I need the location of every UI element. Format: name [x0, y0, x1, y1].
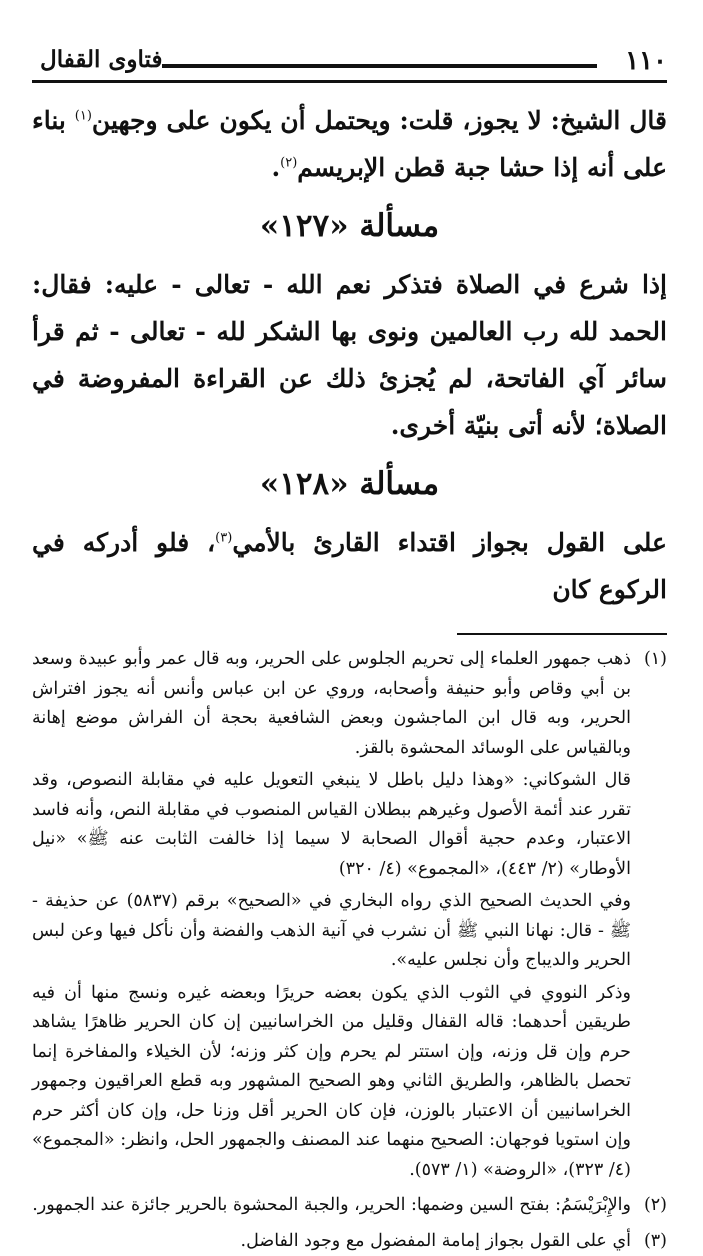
footnote-paragraph: قال الشوكاني: «وهذا دليل باطل لا ينبغي التعويل عليه في مقابلة النصوص، وقد تقرر عند أئمة الأصول وغيرهم ببطلان القياس المنصوب في مقابلة النص، وأنه فاسد الاعتبار، وعدم حجية أقوال الصحابة لا سيما إذا خالفت الثابت عنه ﷺ» «نيل الأوطار» (٢/ ٤٤٣)، «المجموع» (٤/ ٣٢٠)	[32, 766, 631, 884]
footnote-ref[interactable]: (٣)	[215, 531, 232, 546]
book-page	[32, 44, 667, 1082]
footnote-number: (٣)	[631, 1227, 667, 1256]
section-heading: مسألة «١٢٧»	[32, 199, 667, 253]
footnote-paragraph: والإِبْرَيْسَمُ: بفتح السين وضمها: الحرير، والجبة المحشوة بالحرير جائزة عند الجمهور.	[32, 1191, 631, 1221]
footnotes	[32, 645, 667, 1256]
running-header	[32, 44, 667, 83]
paragraph: قال الشيخ: لا يجوز، قلت: ويحتمل أن يكون على وجهين$^{(١)}$ بناء على أنه إذا حشا جبة قطن الإبريسم$^{(٢)}$.	[32, 97, 667, 191]
footnote-paragraph: وفي الحديث الصحيح الذي رواه البخاري في «الصحيح» برقم (٥٨٣٧) عن حذيفة - ﷺ - قال: نهانا النبي ﷺ أن نشرب في آنية الذهب والفضة وأن نأكل فيها وعن لبس الحرير والديباج وأن نجلس عليه».	[32, 887, 631, 976]
main-text	[32, 97, 667, 613]
footnote	[32, 1191, 667, 1221]
paragraph: على القول بجواز اقتداء القارئ بالأمي$^{(٣)}$، فلو أدركه في الركوع كان	[32, 519, 667, 613]
header-rule	[152, 64, 597, 68]
footnote-ref[interactable]: (١)	[75, 109, 92, 124]
book-title: فتاوى القفال	[32, 46, 162, 73]
footnote-separator	[457, 633, 667, 635]
footnote-number: (٢)	[631, 1191, 667, 1221]
footnote-number: (١)	[631, 645, 667, 1185]
section-heading: مسألة «١٢٨»	[32, 457, 667, 511]
footnote	[32, 645, 667, 1185]
footnote-paragraph: أي على القول بجواز إمامة المفضول مع وجود الفاضل.	[32, 1227, 631, 1256]
footnote-ref[interactable]: (٢)	[280, 156, 297, 171]
paragraph: إذا شرع في الصلاة فتذكر نعم الله - تعالى - عليه: فقال: الحمد لله رب العالمين ونوى بها الشكر لله - تعالى - ثم قرأ سائر آي الفاتحة، لم يُجزئ ذلك عن القراءة المفروضة في الصلاة؛ لأنه أتى بنيّة أخرى.	[32, 261, 667, 449]
page-number: ١١٠	[625, 46, 667, 76]
footnote	[32, 1227, 667, 1256]
footnote-paragraph: وذكر النووي في الثوب الذي يكون بعضه حريرًا وبعضه غيره ونسج منها أن فيه طريقين أحدهما: قاله القفال وقليل من الخراسانيين إن كان الحرير ظاهرًا يشاهد حرم وإن قل وزنه، وإن استتر لم يحرم وإن كثر وزنه؛ لأن الخيلاء والمفاخرة إنما تحصل بالظاهر، والطريق الثاني وهو الصحيح المشهور وبه قطع العراقيون وجمهور الخراسانيين أن الاعتبار بالوزن، فإن كان الحرير أقل وزنا حل، وإن كان أكثر حرم وإن استويا فوجهان: الصحيح منهما عند المصنف والجمهور الحل، وانظر: «المجموع» (٤/ ٣٢٣)، «الروضة» (١/ ٥٧٣).	[32, 979, 631, 1186]
footnote-paragraph: ذهب جمهور العلماء إلى تحريم الجلوس على الحرير، وبه قال عمر وأبو عبيدة وسعد بن أبي وقاص وأبو حنيفة وأصحابه، وروي عن ابن عباس وأنس أنه يجوز افتراش الحرير، وبه قال ابن الماجشون وبعض الشافعية بحجة أن الفراش موضع إهانة وبالقياس على الوسائد المحشوة بالقز.	[32, 645, 631, 763]
